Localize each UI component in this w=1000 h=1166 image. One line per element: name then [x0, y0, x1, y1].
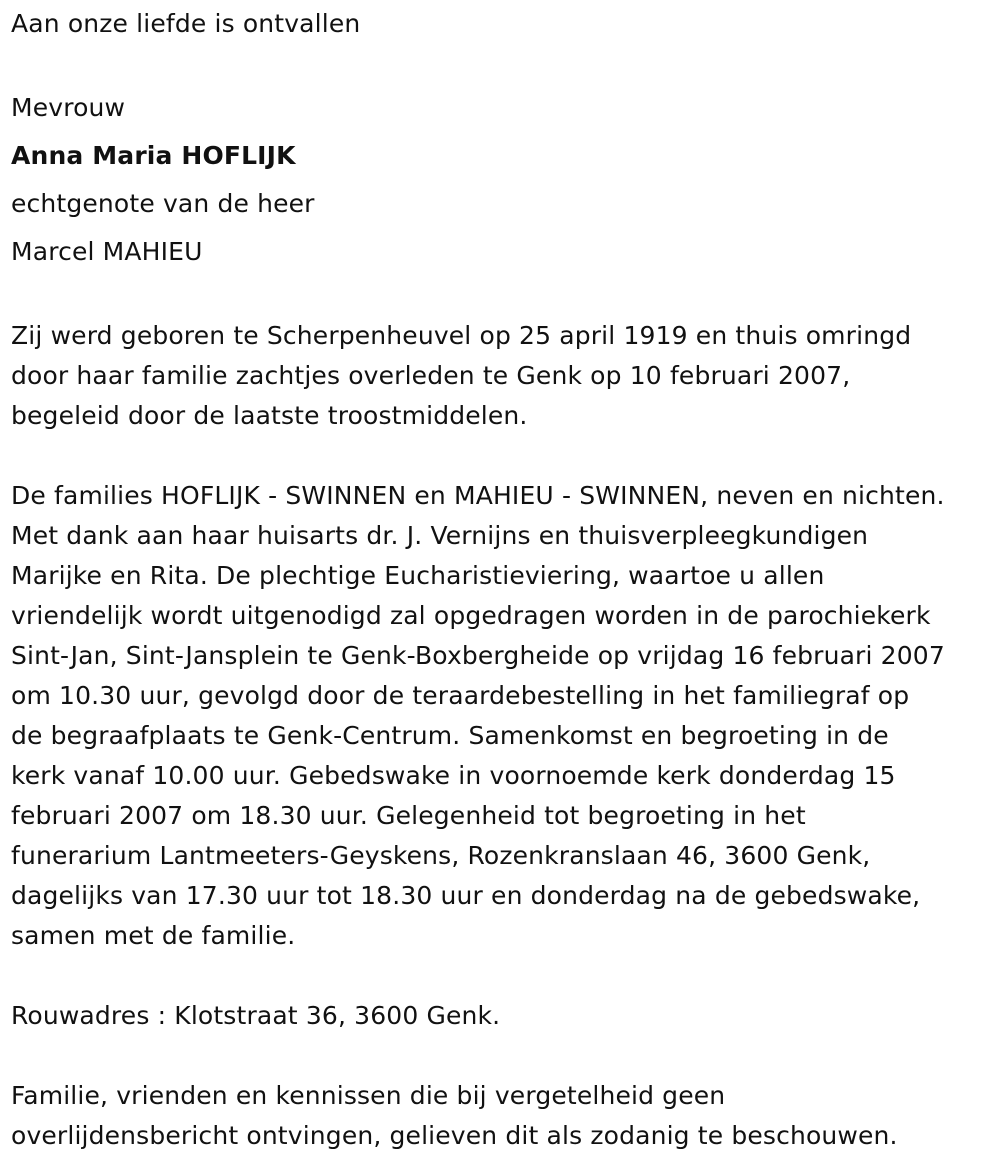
paragraph-line: Met dank aan haar huisarts dr. J. Vernijns en thuisverpleegkundigen: [11, 521, 869, 550]
paragraph-line: begeleid door de laatste troostmiddelen.: [11, 401, 528, 430]
spacer: [11, 1036, 996, 1076]
paragraph-line: Marijke en Rita. De plechtige Eucharistieviering, waartoe u allen: [11, 561, 825, 590]
family-paragraph: [11, 476, 996, 956]
paragraph-line: kerk vanaf 10.00 uur. Gebedswake in voornoemde kerk donderdag 15: [11, 761, 896, 790]
spacer: [11, 436, 996, 476]
spacer: [11, 956, 996, 996]
paragraph-line: overlijdensbericht ontvingen, gelieven dit als zodanig te beschouwen.: [11, 1121, 898, 1150]
spacer: [11, 44, 996, 84]
person-name: Anna Maria HOFLIJK: [11, 141, 296, 170]
paragraph-line: februari 2007 om 18.30 uur. Gelegenheid tot begroeting in het: [11, 801, 806, 830]
paragraph-line: dagelijks van 17.30 uur tot 18.30 uur en donderdag na de gebedswake,: [11, 881, 921, 910]
paragraph-line: Familie, vrienden en kennissen die bij vergetelheid geen: [11, 1081, 726, 1110]
obituary-notice: [11, 4, 996, 1156]
closing-paragraph: [11, 1076, 996, 1156]
paragraph-line: om 10.30 uur, gevolgd door de teraardebestelling in het familiegraf op: [11, 681, 910, 710]
spacer: [11, 276, 996, 316]
paragraph-line: funerarium Lantmeeters-Geyskens, Rozenkranslaan 46, 3600 Genk,: [11, 841, 871, 870]
person-title: Mevrouw: [11, 93, 126, 122]
mourning-address: Rouwadres : Klotstraat 36, 3600 Genk.: [11, 1001, 501, 1030]
paragraph-line: Zij werd geboren te Scherpenheuvel op 25 april 1919 en thuis omringd: [11, 321, 912, 350]
paragraph-line: de begraafplaats te Genk-Centrum. Samenkomst en begroeting in de: [11, 721, 889, 750]
person-relation: echtgenote van de heer: [11, 189, 315, 218]
spouse-name: Marcel MAHIEU: [11, 237, 203, 266]
paragraph-line: vriendelijk wordt uitgenodigd zal opgedragen worden in de parochiekerk: [11, 601, 931, 630]
paragraph-line: Sint-Jan, Sint-Jansplein te Genk-Boxbergheide op vrijdag 16 februari 2007: [11, 641, 945, 670]
birth-paragraph: [11, 316, 996, 436]
intro-text: Aan onze liefde is ontvallen: [11, 9, 361, 38]
paragraph-line: samen met de familie.: [11, 921, 296, 950]
paragraph-line: De families HOFLIJK - SWINNEN en MAHIEU - SWINNEN, neven en nichten.: [11, 481, 945, 510]
paragraph-line: door haar familie zachtjes overleden te Genk op 10 februari 2007,: [11, 361, 851, 390]
